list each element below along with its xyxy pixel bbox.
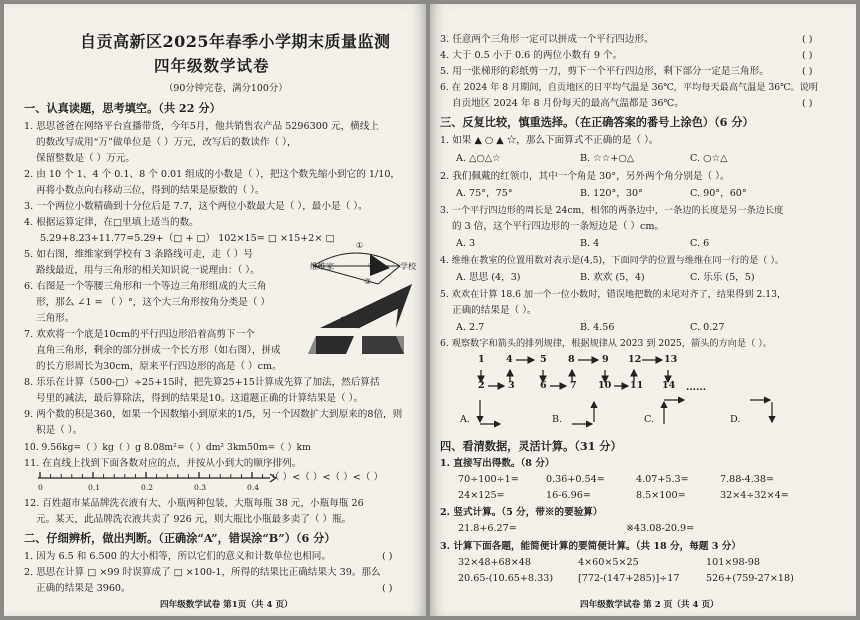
arrow-option-a-label[interactable]: A. [460,414,470,425]
seq-bottom-6: 11 [630,380,644,391]
angle-1-label: 1 [340,315,345,324]
seq-top-7: 13 [664,354,678,365]
exam-title: 自贡高新区2025年春季小学期末质量监测 [80,32,391,51]
q6-line-3: 三角形。 [36,313,75,324]
q12-line-2: 元。某天，此品牌洗衣液共卖了 926 元，则大瓶比小瓶最多卖了（ ）瓶。 [36,514,352,525]
judge-q1-answer[interactable]: ( ) [382,551,393,562]
exam-time-score: （90分钟完卷，满分100分） [164,83,288,94]
q6-line-1: 6. 右图是一个等腰三角形和一个等边三角形组成的大三角 [24,281,267,292]
choice-q3-a[interactable]: A. 3 [456,238,476,249]
calc-1-3: 4.07+5.3= [636,474,689,485]
seq-bottom-7: 14 [662,380,676,391]
seq-top-4: 8 [568,354,575,365]
q2-line-1: 2. 由 10 个 1、4 个 0.1、8 个 0.01 组成的小数是（ ），把这个数先缩小到它的 1/10， [24,169,401,180]
arrow-option-d-icon[interactable] [746,398,776,428]
q11-order-blanks: （ ）<（ ）<（ ）<（ ） [270,472,384,483]
choice-q5-line-2: 正确的结果是（ ）。 [452,305,537,316]
route-2-label: ② [368,261,376,270]
seq-top-3: 5 [540,354,547,365]
judge-q6-answer[interactable]: ( ) [802,98,813,109]
route-3-label: ③ [364,277,372,286]
expr-1-1: 32×48+68×48 [458,557,531,568]
arrow-option-c-label[interactable]: C. [644,414,655,425]
seq-top-5: 9 [602,354,609,365]
seq-top-1: 1 [478,354,485,365]
number-line-ticks [38,472,274,484]
judge-q4-answer[interactable]: ( ) [802,50,813,61]
q10-line: 10. 9.56kg=（ ）kg（ ）g 8.08m²=（ ）dm² 3km50m=（ ）km [24,442,311,453]
section-3-heading: 三、反复比较，慎重选择。（在正确答案的番号上涂色）（6 分） [440,115,754,129]
simplify-heading: 3. 计算下面各题，能简便计算的要简便计算。（共 18 分，每题 3 分） [440,541,741,552]
q2-line-2: 再将小数点向右移动三位，得到的结果是原数的（ ）。 [36,185,265,196]
q1-line-3: 保留整数是（ ）万元。 [36,153,135,164]
judge-q6-line-1: 6. 在 2024 年 8 月期间，自贡地区的日平均气温是 36℃，平均每天最高气温是 36℃。说明 [440,82,818,93]
seq-bottom-4: 7 [570,380,577,391]
calc-2-2: 16-6.96= [546,490,591,501]
arrow-option-b-icon[interactable] [568,398,598,428]
tick-0: 0 [38,483,43,492]
q9-line-1: 9. 两个数的积是360，如果一个因数缩小到原来的1/5，另一个因数扩大到原来的8倍，则 [24,409,403,420]
judge-q4: 4. 大于 0.5 小于 0.6 的两位小数有 9 个。 [440,50,623,61]
tick-0.1: 0.1 [88,483,101,492]
route-1-label: ① [356,241,364,250]
school-label: 学校 [400,262,416,271]
choice-q5-c[interactable]: C. 0.27 [690,322,725,333]
seq-bottom-3: 6 [540,380,547,391]
q5-line-2: 路线最近，用与三角形的相关知识说一说理由：（ ）。 [36,265,260,276]
choice-q2: 2. 我们佩戴的红领巾，其中一个角是 30°，另外两个角分别是（ ）。 [440,171,730,182]
judge-q2-line-2: 正确的结果是 3960。 [36,583,131,594]
calc-2-1: 24×125= [458,490,505,501]
calc-1-4: 7.88-4.38= [720,474,775,485]
choice-q5-a[interactable]: A. 2.7 [456,322,485,333]
calc-1-1: 70÷100÷1= [458,474,519,485]
page-2 [430,4,856,616]
mental-calc-heading: 1. 直接写出得数。（8 分） [440,458,555,469]
choice-q1: 1. 如果 ▲ ○ ▲ ☆，那么下面算式不正确的是（ ）。 [440,135,659,146]
q4-line: 4. 根据运算定律，在□里填上适当的数。 [24,217,199,228]
choice-q1-a[interactable]: A. △○△☆ [456,153,501,164]
arrow-option-d-label[interactable]: D. [730,414,741,425]
judge-q2-line-1: 2. 思思在计算 □ ×99 时误算成了 □ ×100-1，所得的结果比正确结果大 39。那么 [24,567,381,578]
q7-line-3: 的长方形周长为30cm，原来平行四边形的高是（ ）cm。 [36,361,282,372]
exam-subtitle: 四年级数学试卷 [154,56,270,75]
q11-line: 11. 在直线上找到下面各数对应的点，并按从小到大的顺序排列。 [24,458,302,469]
choice-q1-b[interactable]: B. ☆☆+○△ [580,153,635,164]
q12-line-1: 12. 百姓超市某品牌洗衣液有大、小瓶两种包装，大瓶每瓶 38 元，小瓶每瓶 26 [24,498,364,509]
arrow-option-c-icon[interactable] [660,398,690,428]
section-1-heading: 一、认真读题，思考填空。（共 22 分） [24,101,221,115]
choice-q1-c[interactable]: C. ○☆△ [690,153,728,164]
judge-q2-answer[interactable]: ( ) [382,583,393,594]
section-4-heading: 四、看清数据，灵活计算。（31 分） [440,439,622,453]
choice-q2-b[interactable]: B. 120°，30° [580,188,643,199]
choice-q2-a[interactable]: A. 75°，75° [456,188,513,199]
q1-line-1: 1. 思思爸爸在网络平台直播带货，今年5月，他共销售农产品 5296300 元，横线上 [24,121,379,132]
q7-line-1: 7. 欢欢将一个底是10cm的平行四边形沿着高剪下一个 [24,329,255,340]
seq-bottom-2: 3 [508,380,515,391]
choice-q3-line-2: 的 3 倍，这个平行四边形的一条短边是（ ）cm。 [452,221,665,232]
expr-2-3: 526+(759-27×18) [706,573,794,584]
judge-q5: 5. 用一张梯形的彩纸剪一刀，剪下一个平行四边形，剩下部分一定是三角形。 [440,66,769,77]
calc-2-4: 32×4÷32×4= [720,490,789,501]
tick-0.2: 0.2 [141,483,154,492]
expr-2-2: [772-(147+285)]÷17 [578,573,680,584]
choice-q4-c[interactable]: C. 乐乐 (5，5) [690,272,755,283]
judge-q5-answer[interactable]: ( ) [802,66,813,77]
choice-q4: 4. 维维在教室的位置用数对表示是(4,5)，下面同学的位置与维维在同一行的是（ ）。 [440,255,785,266]
q6-line-2: 形，那么 ∠1 = （ ）°，这个大三角形按角分类是（ ） [36,297,271,308]
seq-top-6: 12 [628,354,642,365]
home-label: 维维家 [310,262,334,271]
vertical-calc-heading: 2. 竖式计算。（5 分，带※的要验算） [440,507,603,518]
q5-line-1: 5. 如右图，维维家到学校有 3 条路线可走，走（ ）号 [24,249,253,260]
expr-2-1: 20.65-(10.65+8.33) [458,573,554,584]
q9-line-2: 积是（ ）。 [36,425,83,436]
expr-1-3: 101×98-98 [706,557,761,568]
choice-q3-line-1: 3. 一个平行四边形的周长是 24cm，相邻的两条边中，一条边的长度是另一条边长度 [440,205,784,216]
q8-line-2: 号里的减法，最后算除法，得到的结果是10。这道题正确的计算结果是（ ）。 [36,393,364,404]
choice-q5-b[interactable]: B. 4.56 [580,322,615,333]
judge-q3: 3. 任意两个三角形一定可以拼成一个平行四边形。 [440,34,654,45]
tick-0.3: 0.3 [194,483,207,492]
expr-1-2: 4×60×5×25 [578,557,639,568]
triangle-figure [318,282,418,330]
seq-arrows [476,358,696,398]
choice-q3-c[interactable]: C. 6 [690,238,710,249]
seq-bottom-1: 2 [478,380,485,391]
seq-bottom-5: 10 [598,380,612,391]
parallelogram-figure [304,334,414,356]
choice-q3-b[interactable]: B. 4 [580,238,600,249]
choice-q2-c[interactable]: C. 90°，60° [690,188,747,199]
tick-0.4: 0.4 [247,483,260,492]
arrow-option-b-label[interactable]: B. [552,414,563,425]
page-1-footer: 四年级数学试卷 第1页（共 4 页） [160,600,293,610]
judge-q3-answer[interactable]: ( ) [802,34,813,45]
judge-q1: 1. 因为 6.5 和 6.500 的大小相等，所以它们的意义和计数单位也相同。 [24,551,331,562]
q8-line-1: 8. 乐乐在计算（500-□）÷25+15时，把先算25+15计算成先算了加法，然后算括 [24,377,380,388]
q4-equations: 5.29+8.23+11.77=5.29+（□ + □） 102×15= □ ×15+2× □ [40,233,335,244]
vertical-calc-1: 21.8+6.27= [458,523,517,534]
choice-q4-b[interactable]: B. 欢欢 (5，4) [580,272,645,283]
vertical-calc-2: ※43.08-20.9= [626,523,695,534]
page-2-footer: 四年级数学试卷 第 2 页（共 4 页） [580,600,719,610]
choice-q6: 6. 观察数字和箭头的排列规律，根据规律从 2023 到 2025，箭头的方向是（ ）。 [440,338,772,349]
seq-ellipsis: ...... [686,382,707,393]
seq-top-2: 4 [506,354,513,365]
calc-2-3: 8.5×100= [636,490,686,501]
q7-line-2: 直角三角形，剩余的部分拼成一个长方形（如右图），拼成 [36,345,281,356]
page-1 [4,4,426,616]
calc-1-2: 0.36+0.54= [546,474,605,485]
section-2-heading: 二、仔细辨析，做出判断。（正确涂“A”，错误涂“B”）（6 分） [24,531,336,545]
arrow-option-a-icon[interactable] [476,398,506,428]
q1-line-2: 的数改写成用“万”做单位是（ ）万元，改写后的数读作（ ）， [36,137,297,148]
choice-q4-a[interactable]: A. 思思 (4，3) [456,272,521,283]
judge-q6-line-2: 自贡地区 2024 年 8 月份每天的最高气温都是 36℃。 [452,98,684,109]
choice-q5-line-1: 5. 欢欢在计算 18.6 加一个一位小数时，错误地把数的末尾对齐了，结果得到 2.13， [440,289,787,300]
q3-line: 3. 一个两位小数精确到十分位后是 7.7，这个两位小数最大是（ ），最小是（ ）。 [24,201,368,212]
